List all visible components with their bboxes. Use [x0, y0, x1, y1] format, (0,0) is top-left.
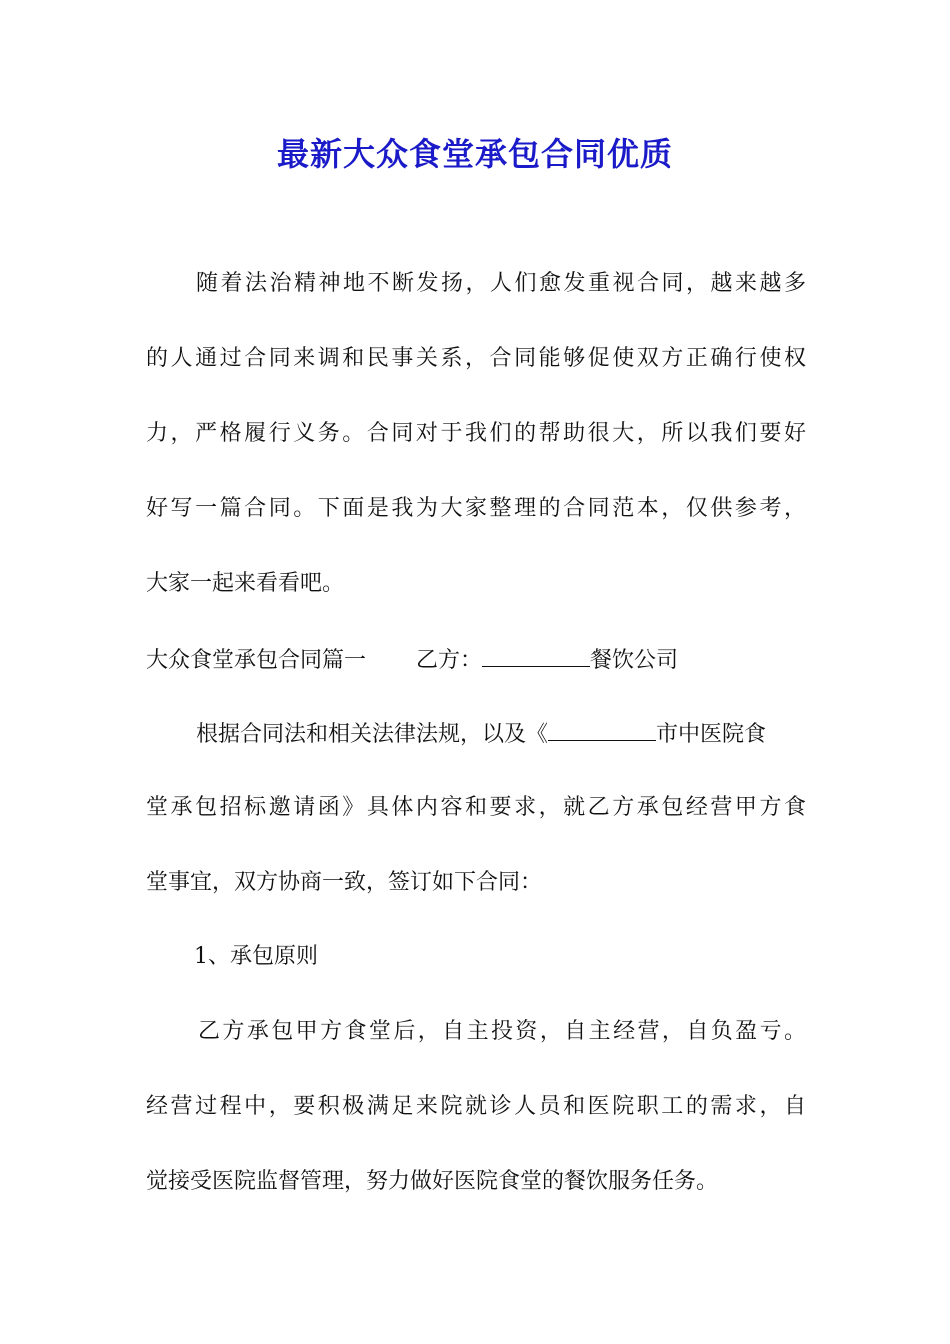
section-heading — [146, 644, 806, 676]
intro-line-4: 好写一篇合同。下面是我为大家整理的合同范本，仅供参考， — [146, 496, 806, 521]
party-b-blank — [482, 644, 590, 667]
basis-line-1 — [196, 718, 806, 750]
item-1-line-2: 经营过程中，要积极满足来院就诊人员和医院职工的需求，自 — [146, 1094, 806, 1119]
intro-line-1: 随着法治精神地不断发扬，人们愈发重视合同，越来越多 — [196, 271, 806, 296]
party-b-label: 乙方： — [416, 648, 483, 673]
party-b-suffix: 餐饮公司 — [590, 648, 679, 673]
basis-line-1-prefix: 根据合同法和相关法律法规，以及《 — [196, 722, 549, 747]
item-1-line-3: 觉接受医院监督管理，努力做好医院食堂的餐饮服务任务。 — [146, 1169, 719, 1194]
item-1-heading: 1、承包原则 — [194, 944, 318, 969]
document-title: 最新大众食堂承包合同优质 — [276, 135, 673, 173]
basis-line-2: 堂承包招标邀请函》具体内容和要求，就乙方承包经营甲方食 — [146, 795, 806, 820]
section-title: 大众食堂承包合同篇一 — [146, 648, 367, 673]
hospital-name-blank — [548, 718, 656, 741]
basis-line-3: 堂事宜，双方协商一致，签订如下合同： — [146, 870, 543, 895]
item-1-line-1: 乙方承包甲方食堂后，自主投资，自主经营，自负盈亏。 — [198, 1019, 806, 1044]
intro-line-5: 大家一起来看看吧。 — [146, 571, 345, 596]
intro-line-2: 的人通过合同来调和民事关系，合同能够促使双方正确行使权 — [146, 346, 806, 371]
intro-line-3: 力，严格履行义务。合同对于我们的帮助很大，所以我们要好 — [146, 421, 806, 446]
basis-line-1-suffix: 市中医院食 — [656, 722, 767, 747]
